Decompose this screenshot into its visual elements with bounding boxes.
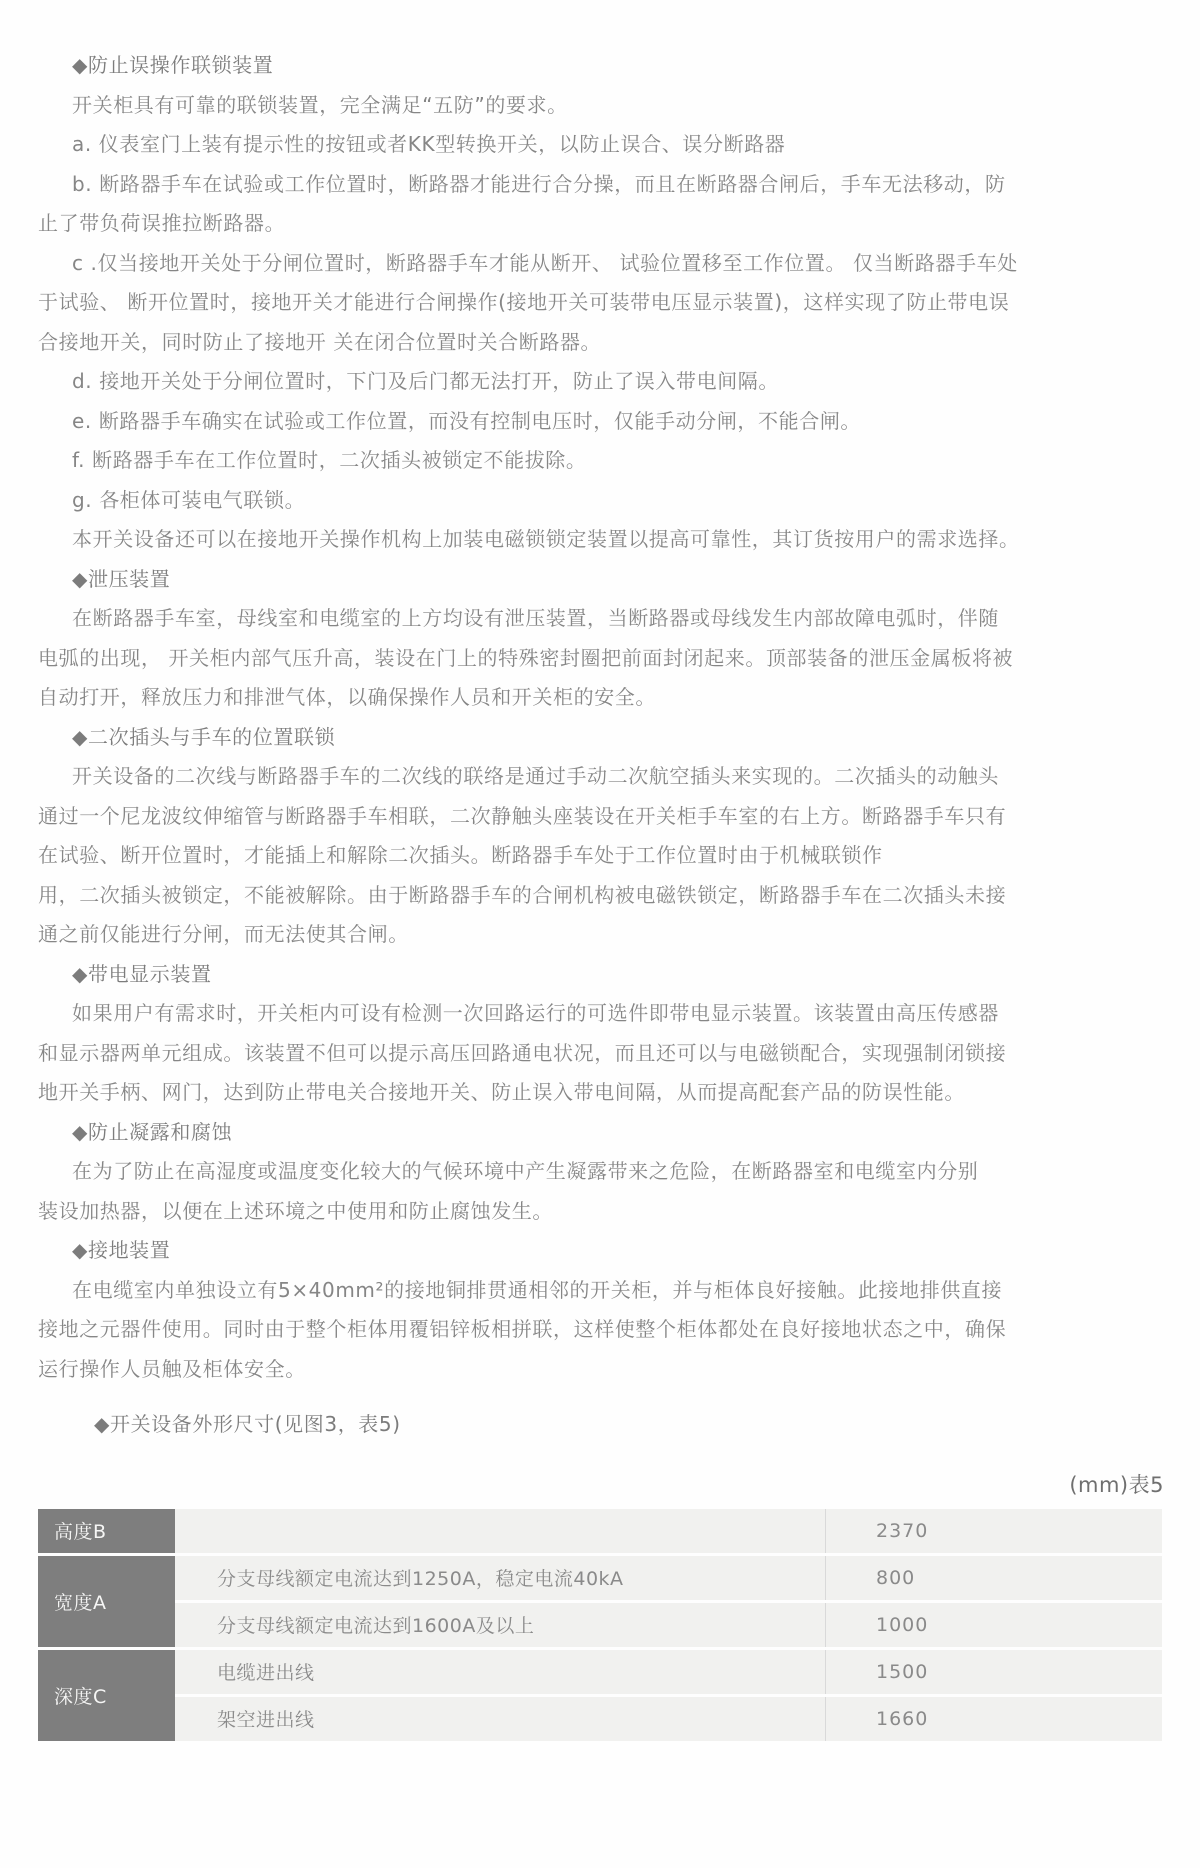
dimension-desc-cell: 电缆进出线 xyxy=(175,1650,825,1694)
text-line: 在试验、断开位置时，才能插上和解除二次插头。断路器手车处于工作位置时由于机械联锁作 xyxy=(38,843,883,867)
text-line: 自动打开，释放压力和排泄气体，以确保操作人员和开关柜的安全。 xyxy=(38,685,656,709)
section-heading: ◆接地装置 xyxy=(72,1238,171,1262)
dimension-desc-cell xyxy=(175,1509,825,1553)
text-line: c .仅当接地开关处于分闸位置时，断路器手车才能从断开、 试验位置移至工作位置。 仅当断路器手车处 xyxy=(72,250,1018,275)
dimension-value-cell: 2370 xyxy=(825,1509,1162,1553)
text-line: 在断路器手车室，母线室和电缆室的上方均设有泄压装置，当断路器或母线发生内部故障电弧时，伴随 xyxy=(72,606,999,630)
text-line: 运行操作人员触及柜体安全。 xyxy=(38,1356,306,1381)
text-line: 通过一个尼龙波纹伸缩管与断路器手车相联，二次静触头座装设在开关柜手车室的右上方。断路器手车只有 xyxy=(38,803,1007,828)
text-line: 接地之元器件使用。同时由于整个柜体用覆铝锌板相拼联，这样使整个柜体都处在良好接地状态之中，确保 xyxy=(38,1317,1007,1341)
dimension-group-label: 深度C xyxy=(38,1650,175,1741)
text-line: e. 断路器手车确实在试验或工作位置，而没有控制电压时，仅能手动分闸，不能合闸。 xyxy=(72,408,862,433)
text-line: 合接地开关，同时防止了接地开 关在闭合位置时关合断路器。 xyxy=(38,329,602,354)
section-heading: ◆泄压装置 xyxy=(72,566,171,591)
text-line: 如果用户有需求时，开关柜内可设有检测一次回路运行的可选件即带电显示装置。该装置由高压传感器 xyxy=(72,1001,999,1025)
section-heading: ◆防止误操作联锁装置 xyxy=(72,53,274,77)
text-line: 开关柜具有可靠的联锁装置，完全满足“五防”的要求。 xyxy=(72,92,568,117)
text-line: f. 断路器手车在工作位置时，二次插头被锁定不能拔除。 xyxy=(72,448,587,472)
text-line: 止了带负荷误推拉断路器。 xyxy=(38,211,286,235)
text-line: a. 仪表室门上装有提示性的按钮或者KK型转换开关，以防止误合、误分断路器 xyxy=(72,132,786,156)
text-line: 在为了防止在高湿度或温度变化较大的气候环境中产生凝露带来之危险，在断路器室和电缆室内分别 xyxy=(72,1159,979,1183)
dimension-value-cell: 800 xyxy=(825,1556,1162,1600)
dimension-value-cell: 1000 xyxy=(825,1603,1162,1647)
dimensions-table xyxy=(38,1509,1162,1741)
section-heading: ◆开关设备外形尺寸(见图3，表5) xyxy=(94,1412,401,1436)
text-line: 用，二次插头被锁定，不能被解除。由于断路器手车的合闸机构被电磁铁锁定，断路器手车在二次插头未接 xyxy=(38,882,1007,907)
section-heading: ◆二次插头与手车的位置联锁 xyxy=(72,724,336,749)
text-line: 通之前仅能进行分闸，而无法使其合闸。 xyxy=(38,922,409,946)
text-line: 装设加热器，以便在上述环境之中使用和防止腐蚀发生。 xyxy=(38,1198,553,1223)
dimension-value-cell: 1500 xyxy=(825,1650,1162,1694)
dimension-desc-cell: 架空进出线 xyxy=(175,1697,825,1741)
dimension-desc-cell: 分支母线额定电流达到1250A，稳定电流40kA xyxy=(175,1556,825,1600)
dimension-value-cell: 1660 xyxy=(825,1697,1162,1741)
text-line: 于试验、 断开位置时，接地开关才能进行合闸操作(接地开关可装带电压显示装置)，这样实现了防止带电误 xyxy=(38,290,1010,314)
dimension-group-label: 宽度A xyxy=(38,1556,175,1647)
text-line: 开关设备的二次线与断路器手车的二次线的联络是通过手动二次航空插头来实现的。二次插头的动触头 xyxy=(72,764,999,788)
text-line: 本开关设备还可以在接地开关操作机构上加装电磁锁锁定装置以提高可靠性，其订货按用户的需求选择。 xyxy=(72,527,1020,551)
text-line: d. 接地开关处于分闸位置时，下门及后门都无法打开，防止了误入带电间隔。 xyxy=(72,369,780,393)
dimension-group-label: 高度B xyxy=(38,1509,175,1553)
text-line: 地开关手柄、网门，达到防止带电关合接地开关、防止误入带电间隔，从而提高配套产品的防误性能。 xyxy=(38,1080,965,1104)
section-heading: ◆带电显示装置 xyxy=(72,961,212,986)
text-line: g. 各柜体可装电气联锁。 xyxy=(72,487,306,512)
text-line: 电弧的出现， 开关柜内部气压升高，装设在门上的特殊密封圈把前面封闭起来。顶部装备的泄压金属板将被 xyxy=(38,645,1014,670)
text-line: 在电缆室内单独设立有5×40mm²的接地铜排贯通相邻的开关柜，并与柜体良好接触。此接地排供直接 xyxy=(72,1277,1003,1302)
text-line: b. 断路器手车在试验或工作位置时，断路器才能进行合分操，而且在断路器合闸后，手车无法移动，防 xyxy=(72,171,1006,196)
table-caption: (mm)表5 xyxy=(1069,1472,1164,1497)
text-line: 和显示器两单元组成。该装置不但可以提示高压回路通电状况，而且还可以与电磁锁配合，实现强制闭锁接 xyxy=(38,1040,1007,1065)
dimension-desc-cell: 分支母线额定电流达到1600A及以上 xyxy=(175,1603,825,1647)
section-heading: ◆防止凝露和腐蚀 xyxy=(72,1119,233,1144)
